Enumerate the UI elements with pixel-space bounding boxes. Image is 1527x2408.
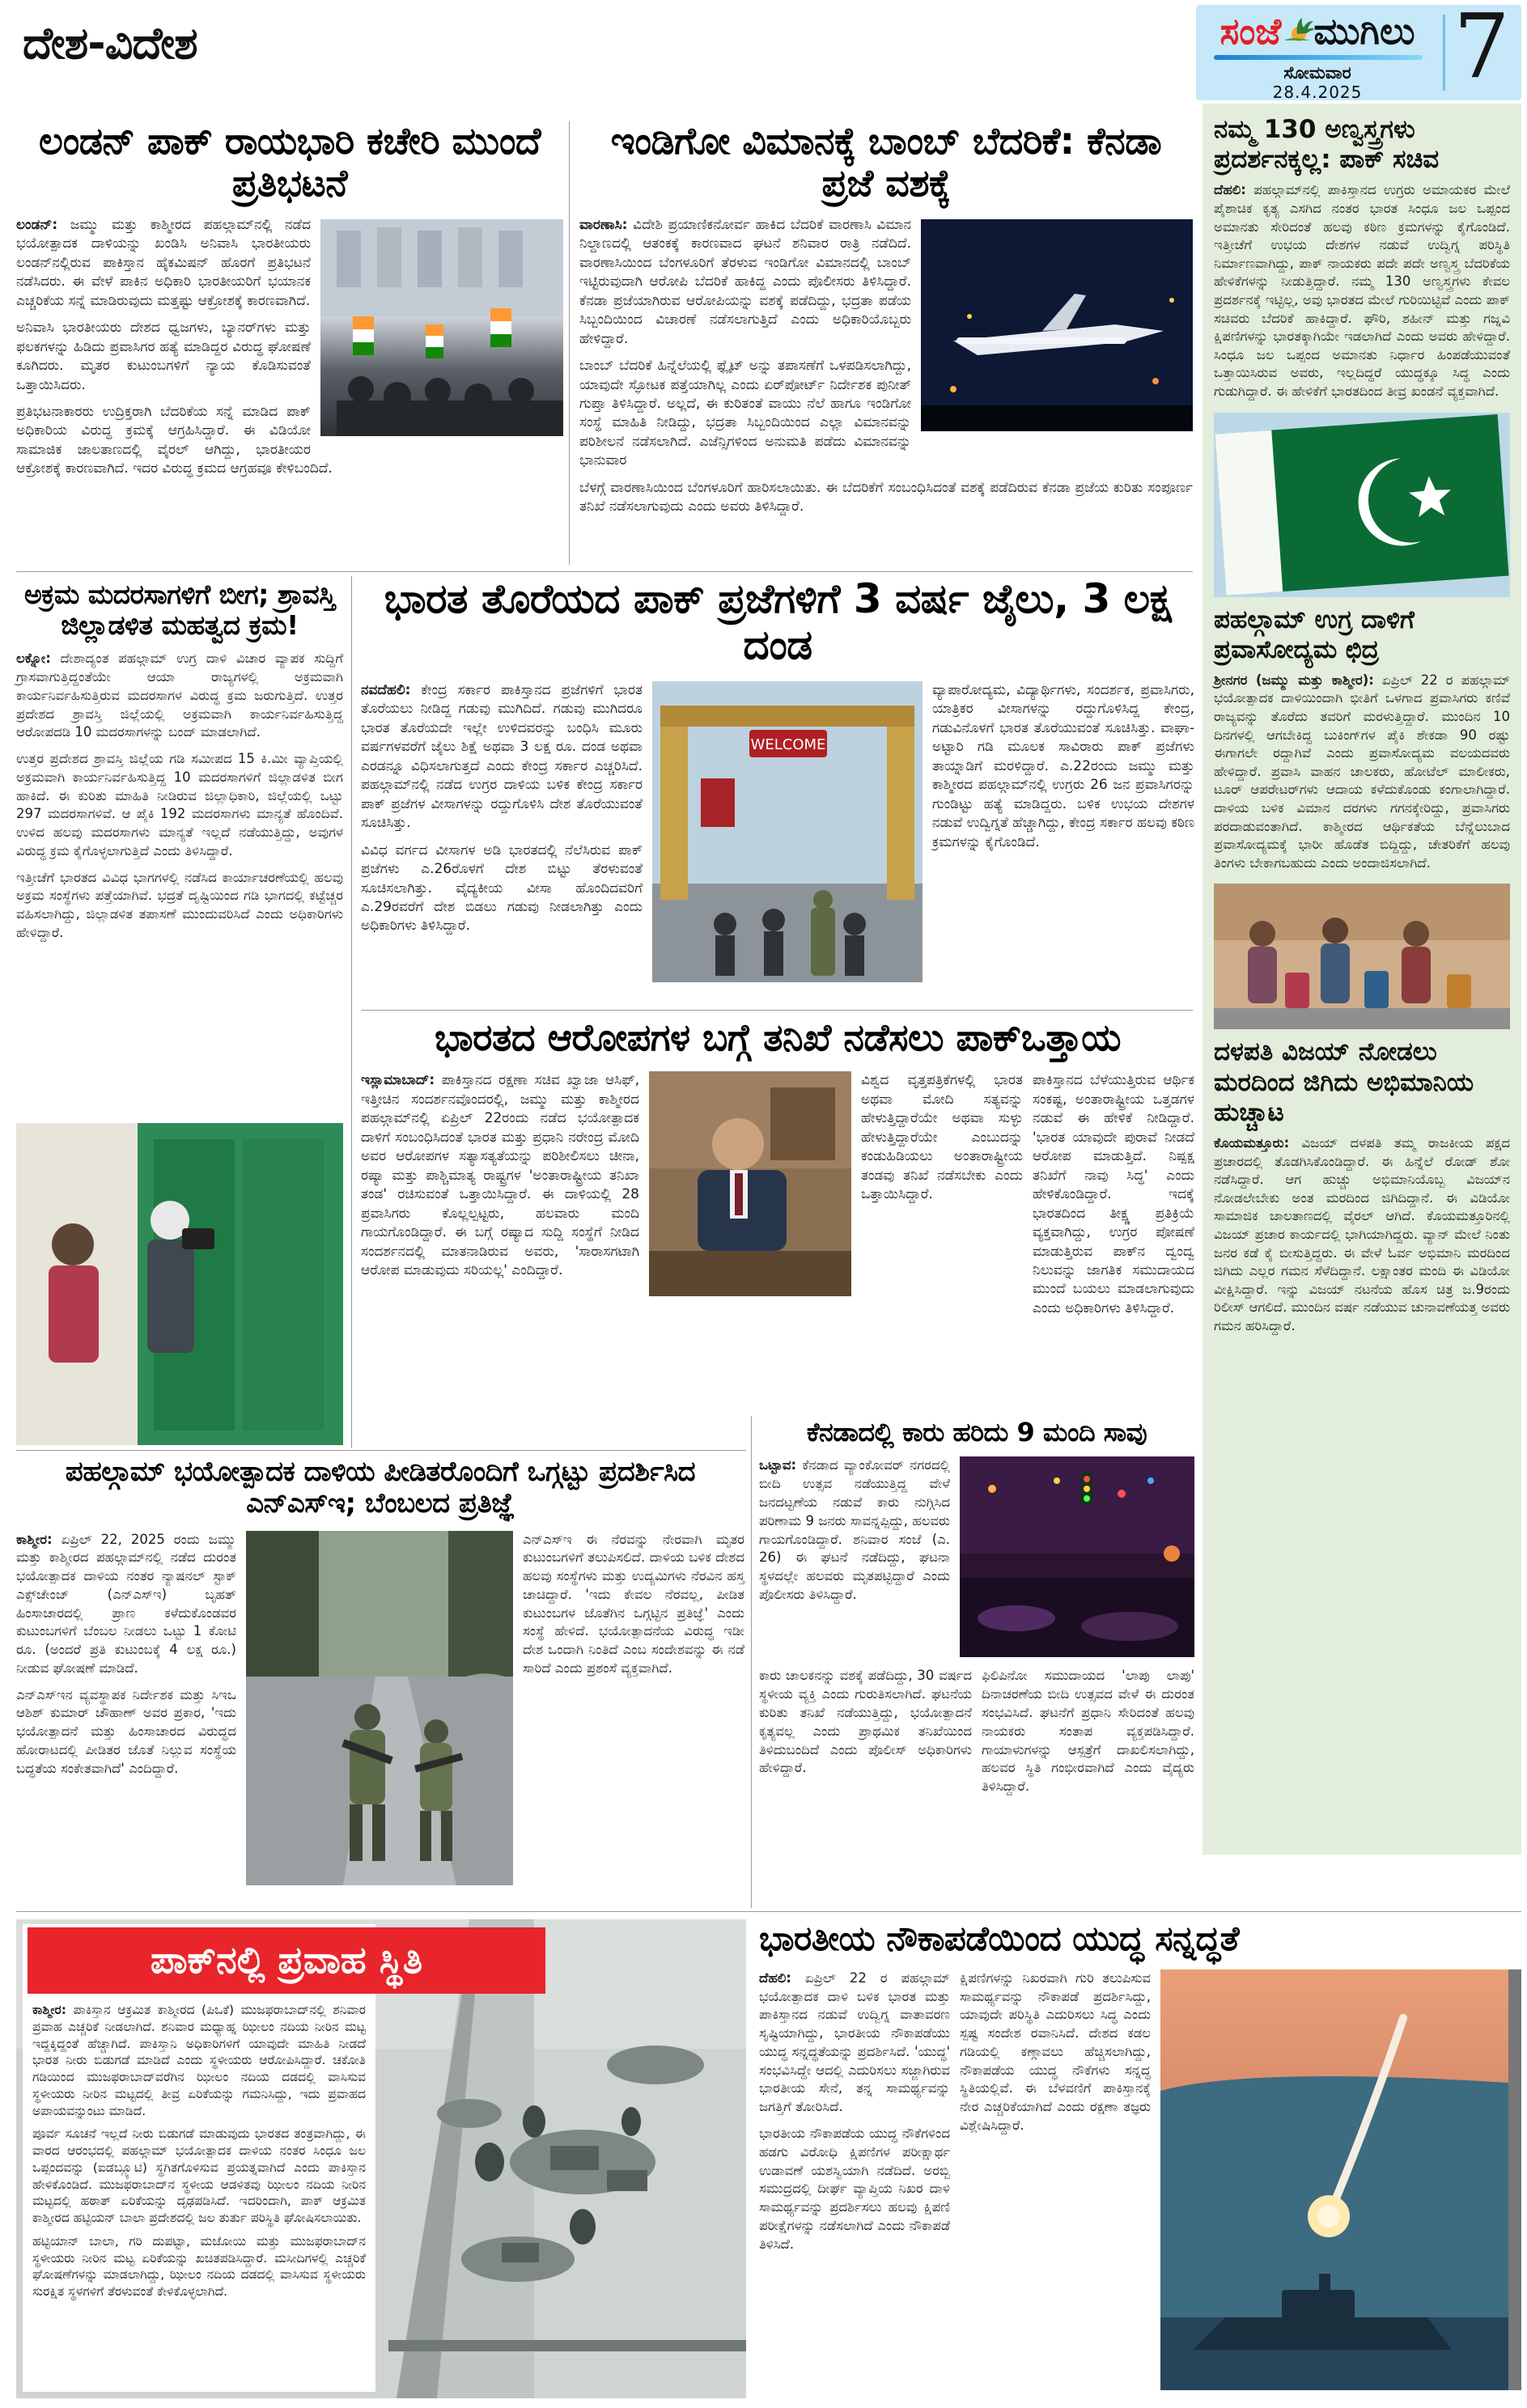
divider-row-3 [16, 1450, 746, 1451]
body-canada-3: ಫಿಲಿಪಿನೋ ಸಮುದಾಯದ 'ಲಾಪು ಲಾಪು' ದಿನಾಚರಣೆಯ ಬೀದಿ ಉತ್ಸವದ ವೇಳೆ ಈ ದುರಂತ ಸಂಭವಿಸಿದೆ. ಘಟನೆಗೆ ಪ್ರಧಾನಿ ಸೇರಿದಂತೆ ಹಲವು ನಾಯಕರು ಸಂತಾಪ ವ್ಯಕ್ತಪಡಿಸಿದ್ದಾರೆ. ಗಾಯಾಳುಗಳನ್ನು ಆಸ್ಪತ್ರೆಗೆ ದಾಖಲಿಸಲಾಗಿದ್ದು, ಹಲವರ ಸ್ಥಿತಿ ಗಂಭೀರವಾಗಿದೆ ಎಂದು ವೈದ್ಯರು ತಿಳಿಸಿದ್ದಾರೆ. [982, 1668, 1194, 1795]
divider-row-2 [361, 1010, 1193, 1011]
divider-row-4 [16, 1911, 1521, 1912]
masthead-date: 28.4.2025 [1272, 83, 1363, 102]
body-nse-1: ಏಪ್ರಿಲ್ 22, 2025 ರಂದು ಜಮ್ಮು ಮತ್ತು ಕಾಶ್ಮೀರದ ಪಹಲ್ಗಾಮ್‌ನಲ್ಲಿ ನಡೆದ ದುರಂತ ಭಯೋತ್ಪಾದಕ ದಾಳಿಯ ನಂತರ ನ್ಯಾಷನಲ್ ಸ್ಟಾಕ್ ಎಕ್ಸ್‌ಚೇಂಜ್ (ಎನ್‌ಎಸ್‌ಇ) ಬೃಹತ್ ಹಿಂಸಾಚಾರದಲ್ಲಿ ಪ್ರಾಣ ಕಳೆದುಕೊಂಡವರ ಕುಟುಂಬಗಳಿಗೆ ಬೆಂಬಲ ನೀಡಲು ಒಟ್ಟು 1 ಕೋಟಿ ರೂ. (ಅಂದರೆ ಪ್ರತಿ ಕುಟುಂಬಕ್ಕೆ 4 ಲಕ್ಷ ರೂ.) ನೀಡುವ ಘೋಷಣೆ ಮಾಡಿದೆ. [16, 1531, 236, 1676]
article-tourism [1214, 605, 1510, 873]
palm-tree-sun-icon [1281, 15, 1313, 47]
body-probe-2: ವಿಶ್ವದ ವೃತ್ತಪತ್ರಿಕೆಗಳಲ್ಲಿ ಭಾರತ ಅಥವಾ ಮೋದಿ ಸತ್ಯವನ್ನು ಹೇಳುತ್ತಿದ್ದಾರೆಯೇ ಅಥವಾ ಸುಳ್ಳು ಹೇಳುತ್ತಿದ್ದಾರೆಯೇ ಎಂಬುದನ್ನು ಕಂಡುಹಿಡಿಯಲು ಅಂತಾರಾಷ್ಟ್ರೀಯ ತಂಡವು ತನಿಖೆ ನಡೆಸಬೇಕು ಎಂದು ಒತ್ತಾಯಿಸಿದ್ದಾರೆ. [861, 1072, 1023, 1203]
divider-row-1 [16, 571, 1193, 572]
headline-probe: ಭಾರತದ ಆರೋಪಗಳ ಬಗ್ಗೆ ತನಿಖೆ ನಡೆಸಲು ಪಾಕ್‌ಒತ್ತಾಯ [434, 1015, 1122, 1059]
body-navy-2: ಭಾರತೀಯ ನೌಕಾಪಡೆಯ ಯುದ್ಧ ನೌಕೆಗಳಿಂದ ಹಡಗು ವಿರೋಧಿ ಕ್ಷಿಪಣಿಗಳ ಪರೀಕ್ಷಾರ್ಥ ಉಡಾವಣೆ ಯಶಸ್ವಿಯಾಗಿ ನಡೆದಿದೆ. ಅರಬ್ಬಿ ಸಮುದ್ರದಲ್ಲಿ ದೀರ್ಘ ವ್ಯಾಪ್ತಿಯ ನಿಖರ ದಾಳಿ ಸಾಮರ್ಥ್ಯವನ್ನು ಪ್ರದರ್ಶಿಸಲು ಹಲವು ಕ್ಷಿಪಣಿ ಪರೀಕ್ಷೆಗಳನ್ನು ನಡೆಸಲಾಗಿದೆ ಎಂದು ನೌಕಾಪಡೆ ತಿಳಿಸಿದೆ. [759, 2126, 950, 2252]
dateline-madrasa: ಲಕ್ನೋ: [16, 651, 51, 667]
divider-canada [751, 1416, 752, 1908]
body-flood-1: ಪಾಕಿಸ್ತಾನ ಆಕ್ರಮಿತ ಕಾಶ್ಮೀರದ (ಪಿಒಕೆ) ಮುಜಫರಾಬಾದ್‌ನಲ್ಲಿ ಶನಿವಾರ ಪ್ರವಾಹ ಎಚ್ಚರಿಕೆ ನೀಡಲಾಗಿದೆ. ಶನಿವಾರ ಮಧ್ಯಾಹ್ನ ಝೀಲಂ ನದಿಯ ನೀರಿನ ಮಟ್ಟ ಇದ್ದಕ್ಕಿದ್ದಂತೆ ಹೆಚ್ಚಾಗಿದೆ. ಪಾಕಿಸ್ತಾನಿ ಅಧಿಕಾರಿಗಳಿಗೆ ಯಾವುದೇ ಮಾಹಿತಿ ನೀಡದೆ ಭಾರತ ನೀರು ಬಿಡುಗಡೆ ಮಾಡಿದೆ ಎಂದು ಸ್ಥಳೀಯರು ಆರೋಪಿಸಿದ್ದಾರೆ. ಚಕೋತಿ ಗಡಿಯಿಂದ ಮುಜಫರಾಬಾದ್‌ವರೆಗಿನ ಝೀಲಂ ನದಿಯ ದಡದಲ್ಲಿ ವಾಸಿಸುವ ಸ್ಥಳೀಯರು ನೀರಿನ ಮಟ್ಟದಲ್ಲಿ ತೀವ್ರ ಏರಿಕೆಯನ್ನು ಗಮನಿಸಿದ್ದು, ಇದು ಪ್ರವಾಹದ ಅಪಾಯವನ್ನುಂಟು ಮಾಡಿದೆ. [32, 2003, 366, 2118]
article-nuclear [1214, 115, 1510, 401]
article-deadline [361, 576, 1194, 982]
article-madrasa [16, 579, 343, 943]
body-flood-3: ಹಟ್ಟಿಯಾನ್ ಬಾಲಾ, ಗರಿ ದುಪಟ್ಟಾ, ಮಜೋಯಿ ಮತ್ತು ಮುಜಫರಾಬಾದ್‌ನ ಸ್ಥಳೀಯರು ನೀರಿನ ಮಟ್ಟ ಏರಿಕೆಯನ್ನು ಖಚಿತಪಡಿಸಿದ್ದಾರೆ. ಮಸೀದಿಗಳಲ್ಲಿ ಎಚ್ಚರಿಕೆ ಘೋಷಣೆಗಳನ್ನು ಮಾಡಲಾಗಿದ್ದು, ಝೀಲಂ ನದಿಯ ದಡದಲ್ಲಿ ವಾಸಿಸುವ ಸ್ಥಳೀಯರು ಸುರಕ್ಷಿತ ಸ್ಥಳಗಳಿಗೆ ತೆರಳುವಂತೆ ಕೇಳಿಕೊಳ್ಳಲಾಗಿದೆ. [32, 2233, 366, 2300]
dateline-navy: ದೆಹಲಿ: [759, 1969, 791, 1986]
body-navy-3: ಕ್ಷಿಪಣಿಗಳನ್ನು ನಿಖರವಾಗಿ ಗುರಿ ತಲುಪಿಸುವ ಸಾಮರ್ಥ್ಯವನ್ನು ನೌಕಾಪಡೆ ಪ್ರದರ್ಶಿಸಿದ್ದು, ಯಾವುದೇ ಪರಿಸ್ಥಿತಿ ಎದುರಿಸಲು ಸಿದ್ಧ ಎಂದು ಸ್ಪಷ್ಟ ಸಂದೇಶ ರವಾನಿಸಿದೆ. ದೇಶದ ಕಡಲ ಗಡಿಯಲ್ಲಿ ಕಣ್ಗಾವಲು ಹೆಚ್ಚಿಸಲಾಗಿದ್ದು, ನೌಕಾಪಡೆಯ ಯುದ್ಧ ನೌಕೆಗಳು ಸನ್ನದ್ಧ ಸ್ಥಿತಿಯಲ್ಲಿವೆ. ಈ ಬೆಳವಣಿಗೆ ಪಾಕಿಸ್ತಾನಕ್ಕೆ ನೇರ ಎಚ್ಚರಿಕೆಯಾಗಿದೆ ಎಂದು ರಕ್ಷಣಾ ತಜ್ಞರು ವಿಶ್ಲೇಷಿಸಿದ್ದಾರೆ. [960, 1969, 1151, 2133]
dateline-nuclear: ದೆಹಲಿ: [1214, 182, 1246, 198]
divider-top-1 [569, 121, 570, 565]
headline-london: ಲಂಡನ್ ಪಾಕ್ ರಾಯಭಾರಿ ಕಚೇರಿ ಮುಂದೆ ಪ್ರತಿಭಟನೆ [39, 119, 541, 206]
plane-night-photo [921, 219, 1193, 431]
brand-name-red: ಸಂಜೆ [1219, 10, 1282, 53]
body-deadline-2: ವಿವಿಧ ವರ್ಗದ ವೀಸಾಗಳ ಅಡಿ ಭಾರತದಲ್ಲಿ ನೆಲೆಸಿರುವ ಪಾಕ್ ಪ್ರಜೆಗಳು ಎ.26ರೊಳಗೆ ದೇಶ ಬಿಟ್ಟು ತೆರಳುವಂತೆ ಸೂಚಿಸಲಾಗಿತ್ತು. ವೈದ್ಯಕೀಯ ವೀಸಾ ಹೊಂದಿದವರಿಗೆ ಎ.29ರವರೆಗೆ ದೇಶ ಬಿಡಲು ಗಡುವು ನೀಡಲಾಗಿತ್ತು ಎಂದು ಅಧಿಕಾರಿಗಳು ತಿಳಿಸಿದ್ದಾರೆ. [361, 842, 643, 935]
minister-photo [649, 1071, 851, 1296]
right-column [1203, 104, 1521, 1855]
article-london [16, 120, 563, 479]
body-deadline-3: ವ್ಯಾಪಾರೋದ್ಯಮ, ವಿದ್ಯಾರ್ಥಿಗಳು, ಸಂದರ್ಶಕ, ಪ್ರವಾಸಿಗರು, ಯಾತ್ರಿಕರ ವೀಸಾಗಳನ್ನು ರದ್ದುಗೊಳಿಸಿದ್ದ ಕೇಂದ್ರ, ಗಡುವಿನೊಳಗೆ ಭಾರತ ತೊರೆಯುವಂತೆ ಸೂಚಿಸಿತ್ತು. ವಾಘಾ-ಅಟ್ಟಾರಿ ಗಡಿ ಮೂಲಕ ಸಾವಿರಾರು ಪಾಕ್ ಪ್ರಜೆಗಳು ತಾಯ್ನಾಡಿಗೆ ಮರಳಿದ್ದಾರೆ. ಎ.22ರಂದು ಜಮ್ಮು ಮತ್ತು ಕಾಶ್ಮೀರದ ಪಹಲ್ಗಾಮ್‌ನಲ್ಲಿ ಉಗ್ರರು 26 ಜನ ಪ್ರವಾಸಿಗರನ್ನು ಗುಂಡಿಟ್ಟು ಹತ್ಯೆ ಮಾಡಿದ್ದರು. ಬಳಿಕ ಉಭಯ ದೇಶಗಳ ನಡುವೆ ಉದ್ವಿಗ್ನತೆ ಹೆಚ್ಚಾಗಿದ್ದು, ಕೇಂದ್ರ ಸರ್ಕಾರ ಹಲವು ಕಠಿಣ ಕ್ರಮಗಳನ್ನು ಕೈಗೊಂಡಿದೆ. [932, 682, 1194, 850]
article-navy [759, 1919, 1521, 2398]
body-nse-2: ಎನ್‌ಎಸ್‌ಇನ ವ್ಯವಸ್ಥಾಪಕ ನಿರ್ದೇಶಕ ಮತ್ತು ಸಿಇಒ ಆಶಿಶ್ ಕುಮಾರ್ ಚೌಹಾಣ್ ಅವರ ಪ್ರಕಾರ, 'ಇದು ಭಯೋತ್ಪಾದನೆ ಮತ್ತು ಹಿಂಸಾಚಾರದ ವಿರುದ್ಧದ ಹೋರಾಟದಲ್ಲಿ ಪೀಡಿತರ ಜೊತೆ ನಿಲ್ಲುವ ಸಂಸ್ಥೆಯ ಬದ್ಧತೆಯ ಸಂಕೇತವಾಗಿದೆ' ಎಂದಿದ್ದಾರೆ. [16, 1686, 236, 1776]
flood-text-panel [23, 1924, 375, 2392]
article-canada [759, 1418, 1194, 1796]
body-nuclear: ಪಹಲ್ಗಾಮ್‌ನಲ್ಲಿ ಪಾಕಿಸ್ತಾನದ ಉಗ್ರರು ಅಮಾಯಕರ ಮೇಲೆ ಪೈಶಾಚಿಕ ಕೃತ್ಯ ಎಸಗಿದ ನಂತರ ಭಾರತ ಸಿಂಧೂ ಜಲ ಒಪ್ಪಂದ ಅಮಾನತು ಸೇರಿದಂತೆ ಹಲವು ಕಠಿಣ ಕ್ರಮಗಳನ್ನು ಕೈಗೊಂಡಿದೆ. ಇತ್ತೀಚೆಗೆ ಉಭಯ ದೇಶಗಳ ನಡುವೆ ಉದ್ವಿಗ್ನ ಪರಿಸ್ಥಿತಿ ನಿರ್ಮಾಣವಾಗಿದ್ದು, ಪಾಕ್ ನಾಯಕರು ಪದೇ ಪದೇ ಅಣ್ವಸ್ತ್ರ ಬೆದರಿಕೆಯ ಹೇಳಿಕೆಗಳನ್ನು ನೀಡುತ್ತಿದ್ದಾರೆ. ನಮ್ಮ 130 ಅಣ್ವಸ್ತ್ರಗಳು ಕೇವಲ ಪ್ರದರ್ಶನಕ್ಕೆ ಇಟ್ಟಿಲ್ಲ, ಅವು ಭಾರತದ ಮೇಲೆ ಗುರಿಯಿಟ್ಟಿವೆ ಎಂದು ಪಾಕ್ ಸಚಿವರು ಬೆದರಿಕೆ ಹಾಕಿದ್ದಾರೆ. ಘೌರಿ, ಶಹೀನ್ ಮತ್ತು ಗಜ್ನವಿ ಕ್ಷಿಪಣಿಗಳನ್ನು ಭಾರತಕ್ಕಾಗಿಯೇ ಇಡಲಾಗಿದೆ ಎಂದು ಅವರು ಹೇಳಿದ್ದಾರೆ. ಸಿಂಧೂ ಜಲ ಒಪ್ಪಂದ ಅಮಾನತು ನಿರ್ಧಾರ ಹಿಂಪಡೆಯುವಂತೆ ಒತ್ತಾಯಿಸಿರುವ ಅವರು, ಇಲ್ಲದಿದ್ದರೆ ಯುದ್ಧಕ್ಕೂ ಸಿದ್ಧ ಎಂದು ಗುಡುಗಿದ್ದಾರೆ. ಈ ಹೇಳಿಕೆಗೆ ಭಾರತದಿಂದ ತೀವ್ರ ಖಂಡನೆ ವ್ಯಕ್ತವಾಗಿದೆ. [1214, 182, 1510, 399]
dateline-probe: ಇಸ್ಲಾಮಾಬಾದ್: [361, 1072, 435, 1089]
body-indigo-3: ಬೆಳಗ್ಗೆ ವಾರಣಾಸಿಯಿಂದ ಬೆಂಗಳೂರಿಗೆ ಹಾರಿಸಲಾಯಿತು. ಈ ಬೆದರಿಕೆಗೆ ಸಂಬಂಧಿಸಿದಂತೆ ವಶಕ್ಕೆ ಪಡೆದಿರುವ ಕೆನಡಾ ಪ್ರಜೆಯ ಕುರಿತು ಸಂಪೂರ್ಣ ತನಿಖೆ ನಡೆಸಲಾಗುವುದು ಎಂದು ಅವರು ತಿಳಿಸಿದ್ದಾರೆ. [579, 479, 1193, 515]
body-london-3: ಪ್ರತಿಭಟನಾಕಾರರು ಉದ್ರಿಕ್ತರಾಗಿ ಬೆದರಿಕೆಯ ಸನ್ನೆ ಮಾಡಿದ ಪಾಕ್ ಅಧಿಕಾರಿಯ ವಿರುದ್ಧ ಕ್ರಮಕ್ಕೆ ಆಗ್ರಹಿಸಿದ್ದಾರೆ. ಈ ವಿಡಿಯೋ ಸಾಮಾಜಿಕ ಜಾಲತಾಣದಲ್ಲಿ ವೈರಲ್ ಆಗಿದ್ದು, ಭಾರತೀಯರ ಆಕ್ರೋಶಕ್ಕೆ ಕಾರಣವಾಗಿದೆ. ಇದರ ವಿರುದ್ಧ ಕ್ರಮದ ಆಗ್ರಹವೂ ಕೇಳಿಬಂದಿದೆ. [16, 403, 333, 477]
body-indigo-2: ಬಾಂಬ್ ಬೆದರಿಕೆ ಹಿನ್ನೆಲೆಯಲ್ಲಿ ಫ್ಲೈಟ್ ಅನ್ನು ತಪಾಸಣೆಗೆ ಒಳಪಡಿಸಲಾಗಿದ್ದು, ಯಾವುದೇ ಸ್ಫೋಟಕ ಪತ್ತೆಯಾಗಿಲ್ಲ ಎಂದು ಏರ್‌ಪೋರ್ಟ್ ನಿರ್ದೇಶಕ ಪುನೀತ್ ಗುಪ್ತಾ ತಿಳಿಸಿದ್ದಾರೆ. ಅಲ್ಲದೆ, ಈ ಕುರಿತಂತೆ ವಾಯು ನೆಲೆ ಹಾಗೂ ಇಂಡಿಗೋ ಸಂಸ್ಥೆ ಮಾಹಿತಿ ನೀಡಿದ್ದು, ಭದ್ರತಾ ಸಿಬ್ಬಂದಿಯಿಂದ ಎಲ್ಲಾ ವಿಮಾನವನ್ನು ಪರಿಶೀಲನೆ ನಡೆಸಲಾಗಿದೆ. ಎಜೆನ್ಸಿಗಳಿಂದ ಅನುಮತಿ ಪಡೆದು ವಿಮಾನವನ್ನು ಭಾನುವಾರ [579, 358, 911, 469]
article-indigo [579, 120, 1193, 517]
body-flood-2: ಪೂರ್ವ ಸೂಚನೆ ಇಲ್ಲದೆ ನೀರು ಬಿಡುಗಡೆ ಮಾಡುವುದು ಭಾರತದ ತಂತ್ರವಾಗಿದ್ದು, ಈ ವಾರದ ಆರಂಭದಲ್ಲಿ ಪಹಲ್ಗಾಮ್ ಭಯೋತ್ಪಾದಕ ದಾಳಿಯ ನಂತರ ಸಿಂಧೂ ಜಲ ಒಪ್ಪಂದವನ್ನು (ಐಡಬ್ಲ್ಯೂಟಿ) ಸ್ಥಗಿತಗೊಳಿಸುವ ಪ್ರಯತ್ನವಾಗಿದೆ ಎಂದು ಪಾಕಿಸ್ತಾನ ಹೇಳಿಕೊಂಡಿದೆ. ಮುಜಫರಾಬಾದ್‌ನ ಸ್ಥಳೀಯ ಆಡಳಿತವು ಝೀಲಂ ನದಿಯ ನೀರಿನ ಮಟ್ಟದಲ್ಲಿ ಹಠಾತ್ ಏರಿಕೆಯನ್ನು ದೃಢಪಡಿಸಿದೆ. ಇದರಿಂದಾಗಿ, ಪಾಕ್ ಆಕ್ರಮಿತ ಕಾಶ್ಮೀರದ ಹಟ್ಟಿಯನ್ ಬಾಲಾ ಪ್ರದೇಶದಲ್ಲಿ ಜಲ ತುರ್ತು ಪರಿಸ್ಥಿತಿ ಘೋಷಿಸಲಾಯಿತು. [32, 2126, 366, 2226]
dateline-nse: ಕಾಶ್ಮೀರ: [16, 1531, 53, 1547]
soldiers-patrol-photo [246, 1531, 513, 1885]
body-madrasa-1: ದೇಶಾದ್ಯಂತ ಪಹಲ್ಗಾಮ್ ಉಗ್ರ ದಾಳಿ ವಿಚಾರ ವ್ಯಾಪಕ ಸುದ್ದಿಗೆ ಗ್ರಾಸವಾಗುತ್ತಿದ್ದಂತೆಯೇ ಆಯಾ ರಾಜ್ಯಗಳಲ್ಲಿ ಅಕ್ರಮವಾಗಿ ಕಾರ್ಯನಿರ್ವಹಿಸುತ್ತಿರುವ ಮದರಸಾಗಳ ವಿರುದ್ಧ ಕ್ರಮ ಜರುಗುತ್ತಿದೆ. ಉತ್ತರ ಪ್ರದೇಶದ ಶ್ರಾವಸ್ತಿ ಜಿಲ್ಲೆಯಲ್ಲಿ ಅಕ್ರಮವಾಗಿ ಕಾರ್ಯನಿರ್ವಹಿಸುತ್ತಿದ್ದ ಆರೋಪದಡಿ 10 ಮದರಸಾಗಳನ್ನು ಬಂದ್ ಮಾಡಲಾಗಿದೆ. [16, 651, 343, 740]
masthead [1196, 0, 1521, 102]
dateline-indigo: ವಾರಣಾಸಿ: [579, 216, 628, 233]
headline-nse: ಪಹಲ್ಗಾಮ್ ಭಯೋತ್ಪಾದಕ ದಾಳಿಯ ಪೀಡಿತರೊಂದಿಗೆ ಒಗ್ಗಟ್ಟು ಪ್ರದರ್ಶಿಸಿದ ಎನ್‌ಎಸ್‌ಇ; ಬೆಂಬಲದ ಪ್ರತಿಜ್ಞೆ [65, 1456, 696, 1520]
article-flood [16, 1919, 746, 2398]
headline-flood: ಪಾಕ್‌ನಲ್ಲಿ ಪ್ರವಾಹ ಸ್ಥಿತಿ [28, 1927, 545, 1994]
border-gate-photo [652, 681, 923, 982]
body-indigo-1: ವಿದೇಶಿ ಪ್ರಯಾಣಿಕನೋರ್ವ ಹಾಕಿದ ಬೆದರಿಕೆ ವಾರಣಾಸಿ ವಿಮಾನ ನಿಲ್ದಾಣದಲ್ಲಿ ಆತಂಕಕ್ಕೆ ಕಾರಣವಾದ ಘಟನೆ ಶನಿವಾರ ರಾತ್ರಿ ನಡೆದಿದೆ. ವಾರಣಾಸಿಯಿಂದ ಬೆಂಗಳೂರಿಗೆ ತೆರಳುವ ಇಂಡಿಗೋ ವಿಮಾನದಲ್ಲಿ ಬಾಂಬ್ ಇಟ್ಟಿರುವುದಾಗಿ ಆರೋಪಿ ಬೆದರಿಕೆ ಹಾಕಿದ್ದ ಎಂದು ಪೊಲೀಸರು ತಿಳಿಸಿದ್ದಾರೆ. ಕೆನಡಾ ಪ್ರಜೆಯಾಗಿರುವ ಆರೋಪಿಯನ್ನು ವಶಕ್ಕೆ ಪಡೆದಿದ್ದು, ಭದ್ರತಾ ಪಡೆಯ ಸಿಬ್ಬಂದಿಯಿಂದ ವಿಚಾರಣೆ ನಡೆಸಲಾಗುತ್ತಿದೆ ಎಂದು ಅಧಿಕಾರಿಯೊಬ್ಬರು ಹೇಳಿದ್ದಾರೆ. [579, 216, 911, 347]
headline-deadline: ಭಾರತ ತೊರೆಯದ ಪಾಕ್ ಪ್ರಜೆಗಳಿಗೆ 3 ವರ್ಷ ಜೈಲು, 3 ಲಕ್ಷ ದಂಡ [384, 575, 1172, 668]
masthead-logo [1196, 10, 1439, 53]
body-tourism: ಏಪ್ರಿಲ್ 22 ರ ಪಹಲ್ಗಾಮ್ ಭಯೋತ್ಪಾದಕ ದಾಳಿಯಿಂದಾಗಿ ಭೀತಿಗೆ ಒಳಗಾದ ಪ್ರವಾಸಿಗರು ಕಣಿವೆ ರಾಜ್ಯವನ್ನು ತೊರೆದು ತವರಿಗೆ ಮರಳುತ್ತಿದ್ದಾರೆ. ಮುಂದಿನ 10 ದಿನಗಳಲ್ಲಿ ಆಗಬೇಕಿದ್ದ ಬುಕಿಂಗ್‌ಗಳ ಪೈಕಿ ಶೇಕಡಾ 90 ರಷ್ಟು ಈಗಾಗಲೇ ರದ್ದಾಗಿವೆ ಎಂದು ಪ್ರವಾಸೋದ್ಯಮ ವಲಯದವರು ಹೇಳಿದ್ದಾರೆ. ಪ್ರವಾಸಿ ವಾಹನ ಚಾಲಕರು, ಹೋಟೆಲ್ ಮಾಲೀಕರು, ಟೂರ್ ಆಪರೇಟರ್‌ಗಳು ಆದಾಯ ಕಳೆದುಕೊಂಡು ಕಂಗಾಲಾಗಿದ್ದಾರೆ. ದಾಳಿಯ ಬಳಿಕ ವಿಮಾನ ದರಗಳು ಗಗನಕ್ಕೇರಿದ್ದು, ಪ್ರವಾಸಿಗರು ಪರದಾಡುವಂತಾಗಿದೆ. ಕಾಶ್ಮೀರದ ಆರ್ಥಿಕತೆಯ ಬೆನ್ನೆಲುಬಾದ ಪ್ರವಾಸೋದ್ಯಮಕ್ಕೆ ಭಾರೀ ಹೊಡೆತ ಬಿದ್ದಿದ್ದು, ಚೇತರಿಕೆಗೆ ಹಲವು ತಿಂಗಳು ಬೇಕಾಗಬಹುದು ಎಂದು ಅಂದಾಜಿಸಲಾಗಿದೆ. [1214, 672, 1511, 871]
svg-text:WELCOME: WELCOME [750, 736, 826, 753]
body-london-1: ಜಮ್ಮು ಮತ್ತು ಕಾಶ್ಮೀರದ ಪಹಲ್ಗಾಮ್‌ನಲ್ಲಿ ನಡೆದ ಭಯೋತ್ಪಾದಕ ದಾಳಿಯನ್ನು ಖಂಡಿಸಿ ಅನಿವಾಸಿ ಭಾರತೀಯರು ಲಂಡನ್‌ನಲ್ಲಿರುವ ಪಾಕಿಸ್ತಾನ ಹೈಕಮಿಷನ್ ಹೊರಗೆ ಪ್ರತಿಭಟನೆ ನಡೆಸಿದರು. ಈ ವೇಳೆ ಪಾಕಿನ ಅಧಿಕಾರಿ ಭಾರತೀಯರಿಗೆ ಭಯಾನಕ ಎಚ್ಚರಿಕೆಯ ಸನ್ನೆ ಮಾಡಿರುವುದು ಮತ್ತಷ್ಟು ಆಕ್ರೋಶಕ್ಕೆ ಕಾರಣವಾಗಿದೆ. [16, 216, 311, 309]
body-probe-3: ಪಾಕಿಸ್ತಾನದ ಬೆಳೆಯುತ್ತಿರುವ ಆರ್ಥಿಕ ಸಂಕಷ್ಟ, ಅಂತಾರಾಷ್ಟ್ರೀಯ ಒತ್ತಡಗಳ ನಡುವೆ ಈ ಹೇಳಿಕೆ ನೀಡಿದ್ದಾರೆ. 'ಭಾರತ ಯಾವುದೇ ಪುರಾವೆ ನೀಡದೆ ಆರೋಪ ಮಾಡುತ್ತಿದೆ. ನಿಷ್ಪಕ್ಷ ತನಿಖೆಗೆ ನಾವು ಸಿದ್ಧ' ಎಂದು ಹೇಳಿಕೊಂಡಿದ್ದಾರೆ. ಇದಕ್ಕೆ ಭಾರತದಿಂದ ತೀಕ್ಷ್ಣ ಪ್ರತಿಕ್ರಿಯೆ ವ್ಯಕ್ತವಾಗಿದ್ದು, ಉಗ್ರರ ಪೋಷಣೆ ಮಾಡುತ್ತಿರುವ ಪಾಕ್‌ನ ದ್ವಂದ್ವ ನಿಲುವನ್ನು ಜಾಗತಿಕ ಸಮುದಾಯದ ಮುಂದೆ ಬಯಲು ಮಾಡಲಾಗುವುದು ಎಂದು ಅಧಿಕಾರಿಗಳು ತಿಳಿಸಿದ್ದಾರೆ. [1033, 1072, 1194, 1316]
article-vijay [1214, 1037, 1510, 1335]
dateline-deadline: ನವದೆಹಲಿ: [361, 682, 411, 698]
vancouver-night-photo [960, 1456, 1194, 1657]
missile-launch-photo [1160, 1969, 1521, 2390]
dateline-tourism: ಶ್ರೀನಗರ (ಜಮ್ಮು ಮತ್ತು ಕಾಶ್ಮೀರ): [1214, 672, 1374, 688]
body-navy-1: ಏಪ್ರಿಲ್ 22 ರ ಪಹಲ್ಗಾಮ್ ಭಯೋತ್ಪಾದಕ ದಾಳಿ ಬಳಿಕ ಭಾರತ ಮತ್ತು ಪಾಕಿಸ್ತಾನದ ನಡುವೆ ಉದ್ವಿಗ್ನ ವಾತಾವರಣ ಸೃಷ್ಟಿಯಾಗಿದ್ದು, ಭಾರತೀಯ ನೌಕಾಪಡೆಯು ಯುದ್ಧ ಸನ್ನದ್ಧತೆಯನ್ನು ಪ್ರದರ್ಶಿಸಿದೆ. 'ಯುದ್ಧ' ಸಂಭವಿಸಿದ್ದೇ ಆದಲ್ಲಿ ಎದುರಿಸಲು ಸಜ್ಜಾಗಿರುವ ಭಾರತೀಯ ಸೇನೆ, ತನ್ನ ಸಾಮರ್ಥ್ಯವನ್ನು ಜಗತ್ತಿಗೆ ತೋರಿಸಿದೆ. [759, 1969, 950, 2115]
body-canada-2: ಕಾರು ಚಾಲಕನನ್ನು ವಶಕ್ಕೆ ಪಡೆದಿದ್ದು, 30 ವರ್ಷದ ಸ್ಥಳೀಯ ವ್ಯಕ್ತಿ ಎಂದು ಗುರುತಿಸಲಾಗಿದೆ. ಘಟನೆಯ ಕುರಿತು ತನಿಖೆ ನಡೆಯುತ್ತಿದ್ದು, ಭಯೋತ್ಪಾದನೆ ಕೃತ್ಯವಲ್ಲ ಎಂದು ಪ್ರಾಥಮಿಕ ತನಿಖೆಯಿಂದ ತಿಳಿದುಬಂದಿದೆ ಎಂದು ಪೊಲೀಸ್ ಅಧಿಕಾರಿಗಳು ಹೇಳಿದ್ದಾರೆ. [759, 1668, 972, 1776]
headline-indigo: ಇಂಡಿಗೋ ವಿಮಾನಕ್ಕೆ ಬಾಂಬ್ ಬೆದರಿಕೆ: ಕೆನಡಾ ಪ್ರಜೆ ವಶಕ್ಕೆ [610, 119, 1162, 206]
tourists-leaving-photo [1214, 884, 1510, 1029]
madrasa-inspection-photo [16, 1123, 343, 1445]
dateline-canada: ಒಟ್ಟಾವ: [759, 1457, 797, 1473]
section-title: ದೇಶ-ವಿದೇಶ [23, 18, 197, 69]
headline-tourism: ಪಹಲ್ಗಾಮ್ ಉಗ್ರ ದಾಳಿಗೆ ಪ್ರವಾಸೋದ್ಯಮ ಛಿದ್ರ [1214, 604, 1415, 664]
body-vijay: ವಿಜಯ್ ದಳಪತಿ ತಮ್ಮ ರಾಜಕೀಯ ಪಕ್ಷದ ಪ್ರಚಾರದಲ್ಲಿ ತೊಡಗಿಸಿಕೊಂಡಿದ್ದಾರೆ. ಈ ಹಿನ್ನೆಲೆ ರೋಡ್ ಶೋ ನಡೆಸಿದ್ದಾರೆ. ಆಗ ಹುಚ್ಚು ಅಭಿಮಾನಿಯೊಬ್ಬ ವಿಜಯ್‌ನ ನೋಡಲೇಬೇಕು ಅಂತ ಮರದಿಂದ ಜಿಗಿದಿದ್ದಾನೆ. ಈ ವಿಡಿಯೋ ಸಾಮಾಜಿಕ ಜಾಲತಾಣದಲ್ಲಿ ವೈರಲ್ ಆಗಿದೆ. ಕೊಯಮತ್ತೂರಿನಲ್ಲಿ ವಿಜಯ್ ಪ್ರಚಾರ ಕಾರ್ಯದಲ್ಲಿ ಭಾಗಿಯಾಗಿದ್ದರು. ವ್ಯಾನ್ ಮೇಲೆ ನಿಂತು ಜನರ ಕಡೆ ಕೈ ಬೀಸುತ್ತಿದ್ದರು. ಈ ವೇಳೆ ಓರ್ವ ಅಭಿಮಾನಿ ಮರದಿಂದ ಜಿಗಿದು ಎಲ್ಲರ ಗಮನ ಸೆಳೆದಿದ್ದಾನೆ. ಲಕ್ಷಾಂತರ ಮಂದಿ ಈ ವಿಡಿಯೋ ವೀಕ್ಷಿಸಿದ್ದಾರೆ. ಇನ್ನು ವಿಜಯ್ ನಟನೆಯ ಹೊಸ ಚಿತ್ರ ಜ.9ರಂದು ರಿಲೀಸ್ ಆಗಲಿದೆ. ಮುಂದಿನ ವರ್ಷ ನಡೆಯುವ ಚುನಾವಣೆಯತ್ತ ಅವರು ಗಮನ ಹರಿಸಿದ್ದಾರೆ. [1214, 1134, 1510, 1333]
body-madrasa-3: ಇತ್ತೀಚೆಗೆ ಭಾರತದ ವಿವಿಧ ಭಾಗಗಳಲ್ಲಿ ನಡೆಸಿದ ಕಾರ್ಯಾಚರಣೆಯಲ್ಲಿ ಹಲವು ಅಕ್ರಮ ಸಂಸ್ಥೆಗಳು ಪತ್ತೆಯಾಗಿವೆ. ಭದ್ರತೆ ದೃಷ್ಟಿಯಿಂದ ಗಡಿ ಭಾಗದಲ್ಲಿ ಕಟ್ಟೆಚ್ಚರ ವಹಿಸಲಾಗಿದ್ದು, ಜಿಲ್ಲಾಡಳಿತ ತಪಾಸಣೆ ಮುಂದುವರಿಸಿದೆ ಎಂದು ಅಧಿಕಾರಿಗಳು ಹೇಳಿದ್ದಾರೆ. [16, 869, 343, 940]
dateline-london: ಲಂಡನ್: [16, 216, 58, 233]
body-canada-1: ಕೆನಡಾದ ವ್ಯಾಂಕೋವರ್ ನಗರದಲ್ಲಿ ಬೀದಿ ಉತ್ಸವ ನಡೆಯುತ್ತಿದ್ದ ವೇಳೆ ಜನದಟ್ಟಣೆಯ ನಡುವೆ ಕಾರು ನುಗ್ಗಿಸಿದ ಪರಿಣಾಮ 9 ಜನರು ಸಾವನ್ನಪ್ಪಿದ್ದು, ಹಲವರು ಗಾಯಗೊಂಡಿದ್ದಾರೆ. ಶನಿವಾರ ಸಂಜೆ (ಎ. 26) ಈ ಘಟನೆ ನಡೆದಿದ್ದು, ಘಟನಾ ಸ್ಥಳದಲ್ಲೇ ಹಲವರು ಮೃತಪಟ್ಟಿದ್ದಾರೆ ಎಂದು ಪೊಲೀಸರು ತಿಳಿಸಿದ್ದಾರೆ. [759, 1457, 950, 1602]
masthead-day: ಸೋಮವಾರ [1283, 63, 1351, 83]
masthead-underline [1214, 55, 1423, 60]
body-madrasa-2: ಉತ್ತರ ಪ್ರದೇಶದ ಶ್ರಾವಸ್ತಿ ಜಿಲ್ಲೆಯ ಗಡಿ ಸಮೀಪದ 15 ಕಿ.ಮೀ ವ್ಯಾಪ್ತಿಯಲ್ಲಿ ಅಕ್ರಮವಾಗಿ ಕಾರ್ಯನಿರ್ವಹಿಸುತ್ತಿದ್ದ 10 ಮದರಸಾಗಳಿಗೆ ಜಿಲ್ಲಾಡಳಿತ ಬೀಗ ಹಾಕಿದೆ. ಈ ಕುರಿತು ಮಾಹಿತಿ ನೀಡಿರುವ ಜಿಲ್ಲಾಧಿಕಾರಿ, ಜಿಲ್ಲೆಯಲ್ಲಿ ಒಟ್ಟು 297 ಮದರಸಾಗಳಿವೆ. ಆ ಪೈಕಿ 192 ಮದರಸಾಗಳು ಮಾನ್ಯತೆ ಹೊಂದಿವೆ. ಉಳಿದ ಹಲವು ಮದರಸಾಗಳು ಮಾನ್ಯತೆ ಇಲ್ಲದೆ ನಡೆಯುತ್ತಿದ್ದು, ಅವುಗಳ ವಿರುದ್ಧ ಕ್ರಮ ಕೈಗೊಳ್ಳಲಾಗುತ್ತಿದೆ ಎಂದು ತಿಳಿಸಿದ್ದಾರೆ. [16, 751, 343, 858]
masthead-divider [1443, 15, 1445, 91]
headline-vijay: ದಳಪತಿ ವಿಜಯ್ ನೋಡಲು ಮರದಿಂದ ಜಿಗಿದು ಅಭಿಮಾನಿಯ ಹುಚ್ಚಾಟ [1214, 1037, 1474, 1127]
article-nse [16, 1456, 744, 1885]
dateline-vijay: ಕೊಯಮತ್ತೂರು: [1214, 1134, 1290, 1151]
body-nse-3: ಎನ್‌ಎಸ್‌ಇ ಈ ನೆರವನ್ನು ನೇರವಾಗಿ ಮೃತರ ಕುಟುಂಬಗಳಿಗೆ ತಲುಪಿಸಲಿದೆ. ದಾಳಿಯ ಬಳಿಕ ದೇಶದ ಹಲವು ಸಂಸ್ಥೆಗಳು ಮತ್ತು ಉದ್ಯಮಿಗಳು ನೆರವಿನ ಹಸ್ತ ಚಾಚಿದ್ದಾರೆ. 'ಇದು ಕೇವಲ ನೆರವಲ್ಲ, ಪೀಡಿತ ಕುಟುಂಬಗಳ ಜೊತೆಗಿನ ಒಗ್ಗಟ್ಟಿನ ಪ್ರತಿಜ್ಞೆ' ಎಂದು ಸಂಸ್ಥೆ ಹೇಳಿದೆ. ಭಯೋತ್ಪಾದನೆಯ ವಿರುದ್ಧ ಇಡೀ ದೇಶ ಒಂದಾಗಿ ನಿಂತಿದೆ ಎಂಬ ಸಂದೇಶವನ್ನು ಈ ನಡೆ ಸಾರಿದೆ ಎಂದು ಪ್ರಶಂಸೆ ವ್ಯಕ್ತವಾಗಿದೆ. [523, 1531, 744, 1676]
dateline-flood: ಕಾಶ್ಮೀರ: [32, 2003, 66, 2017]
article-probe [361, 1016, 1194, 1318]
headline-navy: ಭಾರತೀಯ ನೌಕಾಪಡೆಯಿಂದ ಯುದ್ಧ ಸನ್ನದ್ಧತೆ [759, 1918, 1240, 1958]
body-probe-1: ಪಾಕಿಸ್ತಾನದ ರಕ್ಷಣಾ ಸಚಿವ ಖ್ವಾಜಾ ಆಸಿಫ್, ಇತ್ತೀಚಿನ ಸಂದರ್ಶನವೊಂದರಲ್ಲಿ, ಜಮ್ಮು ಮತ್ತು ಕಾಶ್ಮೀರದ ಪಹಲ್ಗಾಮ್‌ನಲ್ಲಿ ಏಪ್ರಿಲ್ 22ರಂದು ನಡೆದ ಭಯೋತ್ಪಾದಕ ದಾಳಿಗೆ ಸಂಬಂಧಿಸಿದಂತೆ ಭಾರತ ಮತ್ತು ಪ್ರಧಾನಿ ನರೇಂದ್ರ ಮೋದಿ ಅವರ ಆರೋಪಗಳ ಸತ್ಯಾಸತ್ಯತೆಯನ್ನು ಪರಿಶೀಲಿಸಲು ಚೀನಾ, ರಷ್ಯಾ ಮತ್ತು ಪಾಶ್ಚಿಮಾತ್ಯ ರಾಷ್ಟ್ರಗಳ 'ಅಂತಾರಾಷ್ಟ್ರೀಯ ತನಿಖಾ ತಂಡ' ರಚಿಸುವಂತೆ ಒತ್ತಾಯಿಸಿದ್ದಾರೆ. ಈ ದಾಳಿಯಲ್ಲಿ 28 ಪ್ರವಾಸಿಗರು ಕೊಲ್ಲಲ್ಪಟ್ಟರು, ಹಲವಾರು ಮಂದಿ ಗಾಯಗೊಂಡಿದ್ದಾರೆ. ಈ ಬಗ್ಗೆ ರಷ್ಯಾದ ಸುದ್ದಿ ಸಂಸ್ಥೆಗೆ ನೀಡಿದ ಸಂದರ್ಶನದಲ್ಲಿ ಮಾತನಾಡಿರುವ ಅವರು, 'ಸಾರಾಸಗಟಾಗಿ ಆರೋಪ ಮಾಡುವುದು ಸರಿಯಲ್ಲ' ಎಂದಿದ್ದಾರೆ. [361, 1072, 640, 1278]
page-number: 7 [1453, 0, 1510, 98]
divider-left-col [351, 576, 352, 1448]
headline-canada: ಕೆನಡಾದಲ್ಲಿ ಕಾರು ಹರಿದು 9 ಮಂದಿ ಸಾವು [806, 1417, 1147, 1448]
brand-name-black: ಮುಗಿಲು [1313, 10, 1415, 53]
body-deadline-1: ಕೇಂದ್ರ ಸರ್ಕಾರ ಪಾಕಿಸ್ತಾನದ ಪ್ರಜೆಗಳಿಗೆ ಭಾರತ ತೊರೆಯಲು ನೀಡಿದ್ದ ಗಡುವು ಮುಗಿದಿದೆ. ಗಡುವು ಮುಗಿದರೂ ಭಾರತ ತೊರೆಯದೇ ಇಲ್ಲೇ ಉಳಿದವರನ್ನು ಬಂಧಿಸಿ ಮೂರು ವರ್ಷಗಳವರೆಗೆ ಜೈಲು ಶಿಕ್ಷೆ ಅಥವಾ 3 ಲಕ್ಷ ರೂ. ದಂಡ ಅಥವಾ ಎರಡನ್ನೂ ವಿಧಿಸಲಾಗುತ್ತದೆ ಎಂದು ಕೇಂದ್ರ ಸರ್ಕಾರ ಎಚ್ಚರಿಸಿದೆ. ಪಹಲ್ಗಾಮ್‌ನಲ್ಲಿ ನಡೆದ ಉಗ್ರರ ದಾಳಿಯ ಬಳಿಕ ಕೇಂದ್ರ ಸರ್ಕಾರ ಪಾಕ್ ಪ್ರಜೆಗಳ ವೀಸಾಗಳನ್ನು ರದ್ದುಗೊಳಿಸಿ ದೇಶ ತೊರೆಯುವಂತೆ ಸೂಚಿಸಿತ್ತು. [361, 682, 643, 832]
pakistan-flag-photo [1214, 413, 1510, 597]
body-london-2: ಅನಿವಾಸಿ ಭಾರತೀಯರು ದೇಶದ ಧ್ವಜಗಳು, ಬ್ಯಾನರ್‌ಗಳು ಮತ್ತು ಫಲಕಗಳನ್ನು ಹಿಡಿದು ಪ್ರವಾಸಿಗರ ಹತ್ಯೆ ಮಾಡಿದ್ದರ ವಿರುದ್ಧ ಘೋಷಣೆ ಕೂಗಿದರು. ಮೃತರ ಕುಟುಂಬಗಳಿಗೆ ನ್ಯಾಯ ಕೊಡಿಸುವಂತೆ ಒತ್ತಾಯಿಸಿದರು. [16, 320, 311, 393]
headline-nuclear: ನಮ್ಮ 130 ಅಣ್ವಸ್ತ್ರಗಳು ಪ್ರದರ್ಶನಕ್ಕಲ್ಲ: ಪಾಕ್ ಸಚಿವ [1214, 115, 1440, 175]
headline-madrasa: ಅಕ್ರಮ ಮದರಸಾಗಳಿಗೆ ಬೀಗ; ಶ್ರಾವಸ್ತಿ ಜಿಲ್ಲಾಡಳಿತ ಮಹತ್ವದ ಕ್ರಮ! [23, 579, 336, 641]
protest-photo [320, 219, 563, 436]
